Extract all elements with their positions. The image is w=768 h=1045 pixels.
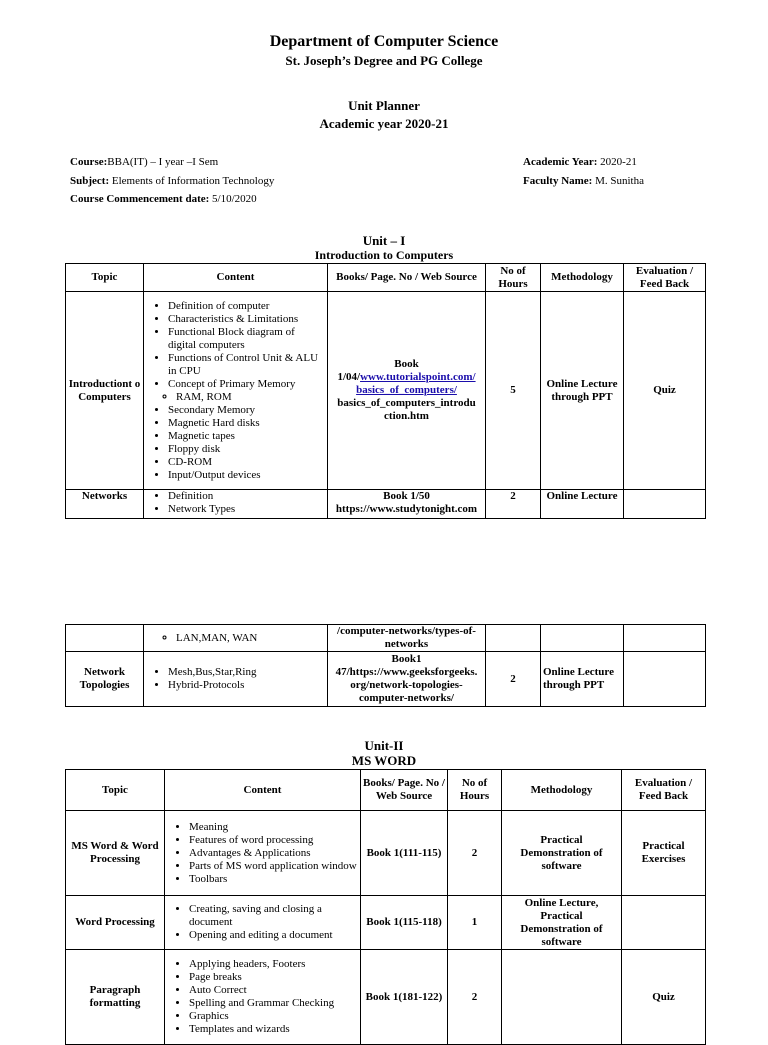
header-books: Books/ Page. No / Web Source xyxy=(328,264,486,292)
unit1-continued-table xyxy=(65,624,706,707)
header-topic: Topic xyxy=(66,770,165,811)
header-content: Content xyxy=(165,770,361,811)
list-item: ◦ LAN,MAN, WAN xyxy=(176,632,325,645)
list-item: • Magnetic tapes xyxy=(168,430,325,443)
methodology-cell xyxy=(502,950,622,1045)
list-item: • Functions of Control Unit & ALU in CPU xyxy=(168,352,325,378)
list-item: • Page breaks xyxy=(189,971,358,984)
header-evaluation: Evaluation / Feed Back xyxy=(622,770,706,811)
evaluation-cell: Practical Exercises xyxy=(622,811,706,896)
faculty-label: Faculty Name: xyxy=(523,175,593,187)
book-page: 1/04/ xyxy=(337,371,361,383)
content-cell xyxy=(144,652,328,707)
list-item: • Mesh,Bus,Star,Ring xyxy=(168,666,325,679)
list-item: ◦ RAM, ROM xyxy=(176,391,325,404)
content-cell xyxy=(144,490,328,519)
hours-cell xyxy=(486,625,541,652)
unit1-table xyxy=(65,263,706,519)
evaluation-cell xyxy=(624,625,706,652)
subject-value: Elements of Information Technology xyxy=(111,175,275,187)
topic-cell xyxy=(66,625,144,652)
list-item: • Magnetic Hard disks xyxy=(168,417,325,430)
books-cell: Book 1/50 https://www.studytonight.com xyxy=(328,490,486,519)
header-methodology: Methodology xyxy=(502,770,622,811)
methodology-cell: Online Lecture xyxy=(541,490,624,519)
header-hours: No of Hours xyxy=(486,264,541,292)
hours-cell: 2 xyxy=(448,811,502,896)
list-item: • Features of word processing xyxy=(189,834,358,847)
header-hours: No of Hours xyxy=(448,770,502,811)
list-item: • CD-ROM xyxy=(168,456,325,469)
list-item: • Auto Correct xyxy=(189,984,358,997)
evaluation-cell xyxy=(624,490,706,519)
list-item: • Meaning xyxy=(189,821,358,834)
evaluation-cell: Quiz xyxy=(624,292,706,490)
header-topic: Topic xyxy=(66,264,144,292)
table-row xyxy=(66,625,706,652)
topic-cell: Network Topologies xyxy=(66,652,144,707)
department-title: Department of Computer Science xyxy=(269,33,499,50)
course-value: BBA(IT) – I year –I Sem xyxy=(107,156,219,168)
list-item: • Input/Output devices xyxy=(168,469,325,482)
hours-cell: 2 xyxy=(486,652,541,707)
web-source-link-2[interactable]: basics_of_computers/ xyxy=(356,384,457,396)
methodology-cell: Practical Demonstration of software xyxy=(502,811,622,896)
hours-cell: 2 xyxy=(448,950,502,1045)
methodology-cell: Online Lecture through PPT xyxy=(541,292,624,490)
faculty-value: M. Sunitha xyxy=(595,175,644,187)
hours-cell: 1 xyxy=(448,896,502,950)
header-content: Content xyxy=(144,264,328,292)
table-row xyxy=(66,490,706,519)
books-cell: Book 1(111-115) xyxy=(361,811,448,896)
methodology-cell xyxy=(541,625,624,652)
web-source-link[interactable]: www.tutorialspoint.com/ xyxy=(360,371,476,383)
course-label: Course: xyxy=(70,156,108,168)
header-books: Books/ Page. No / Web Source xyxy=(361,770,448,811)
commencement-line xyxy=(70,193,257,205)
list-item: • Toolbars xyxy=(189,873,358,886)
unit1-header-row xyxy=(66,264,706,292)
college-name: St. Joseph’s Degree and PG College xyxy=(285,53,483,68)
list-item: • Concept of Primary Memory xyxy=(168,378,325,391)
list-item: • Templates and wizards xyxy=(189,1023,358,1036)
unit2-header-row xyxy=(66,770,706,811)
topic-cell: Paragraph formatting xyxy=(66,950,165,1045)
commencement-value: 5/10/2020 xyxy=(212,193,257,205)
books-cell: Book1 47/https://www.geeksforgeeks. org/network-topologies-computer-networks/ xyxy=(328,652,486,707)
list-item: • Hybrid-Protocols xyxy=(168,679,325,692)
evaluation-cell xyxy=(622,896,706,950)
book-path: basics_of_computers_introdu ction.htm xyxy=(337,397,476,422)
topic-cell: Networks xyxy=(66,490,144,519)
table-row xyxy=(66,950,706,1045)
book-link-line xyxy=(330,371,483,384)
content-cell xyxy=(165,811,361,896)
methodology-cell: Online Lecture, Practical Demonstration of software xyxy=(502,896,622,950)
books-cell: /computer-networks/types-of-networks xyxy=(328,625,486,652)
list-item: • Applying headers, Footers xyxy=(189,958,358,971)
content-cell xyxy=(144,625,328,652)
list-item: • Advantages & Applications xyxy=(189,847,358,860)
content-cell xyxy=(165,896,361,950)
list-item: • Functional Block diagram of digital computers xyxy=(168,326,325,352)
books-cell: Book 1(181-122) xyxy=(361,950,448,1045)
header-methodology: Methodology xyxy=(541,264,624,292)
content-cell xyxy=(144,292,328,490)
planner-title: Unit Planner xyxy=(348,98,420,113)
table-row xyxy=(66,896,706,950)
list-item: • Parts of MS word application window xyxy=(189,860,358,873)
hours-cell: 5 xyxy=(486,292,541,490)
unit2-table xyxy=(65,769,706,1045)
subject-label: Subject: xyxy=(70,175,110,187)
academic-year-label: Academic Year: xyxy=(523,156,598,168)
methodology-cell: Online Lecture through PPT xyxy=(541,652,624,707)
table-row xyxy=(66,292,706,490)
faculty-line xyxy=(523,175,644,187)
academic-year-value: 2020-21 xyxy=(600,156,637,168)
topic-cell: Word Processing xyxy=(66,896,165,950)
unit2-subtitle: MS WORD xyxy=(351,753,417,768)
topic-cell: MS Word & Word Processing xyxy=(66,811,165,896)
topic-cell: Introductiont o Computers xyxy=(66,292,144,490)
book-label: Book xyxy=(394,358,419,370)
subject-line xyxy=(70,175,274,187)
list-item: • Definition xyxy=(168,490,325,503)
evaluation-cell: Quiz xyxy=(622,950,706,1045)
list-item: • Floppy disk xyxy=(168,443,325,456)
unit2-title: Unit-II xyxy=(364,738,404,753)
books-cell: Book 1(115-118) xyxy=(361,896,448,950)
unit1-subtitle: Introduction to Computers xyxy=(314,248,454,262)
table-row xyxy=(66,652,706,707)
list-item: • Characteristics & Limitations xyxy=(168,313,325,326)
academic-year-line xyxy=(523,156,637,168)
header-evaluation: Evaluation / Feed Back xyxy=(624,264,706,292)
unit1-title: Unit – I xyxy=(362,233,406,248)
list-item: • Secondary Memory xyxy=(168,404,325,417)
books-cell xyxy=(328,292,486,490)
table-row xyxy=(66,811,706,896)
list-item: • Definition of computer xyxy=(168,300,325,313)
list-item: • Creating, saving and closing a document xyxy=(189,903,358,929)
list-item: • Opening and editing a document xyxy=(189,929,358,942)
content-cell xyxy=(165,950,361,1045)
evaluation-cell xyxy=(624,652,706,707)
commencement-label: Course Commencement date: xyxy=(70,193,210,205)
course-line xyxy=(70,156,218,168)
list-item: • Graphics xyxy=(189,1010,358,1023)
academic-year-title: Academic year 2020-21 xyxy=(319,116,449,131)
list-item: • Spelling and Grammar Checking xyxy=(189,997,358,1010)
hours-cell: 2 xyxy=(486,490,541,519)
list-item: • Network Types xyxy=(168,503,325,516)
